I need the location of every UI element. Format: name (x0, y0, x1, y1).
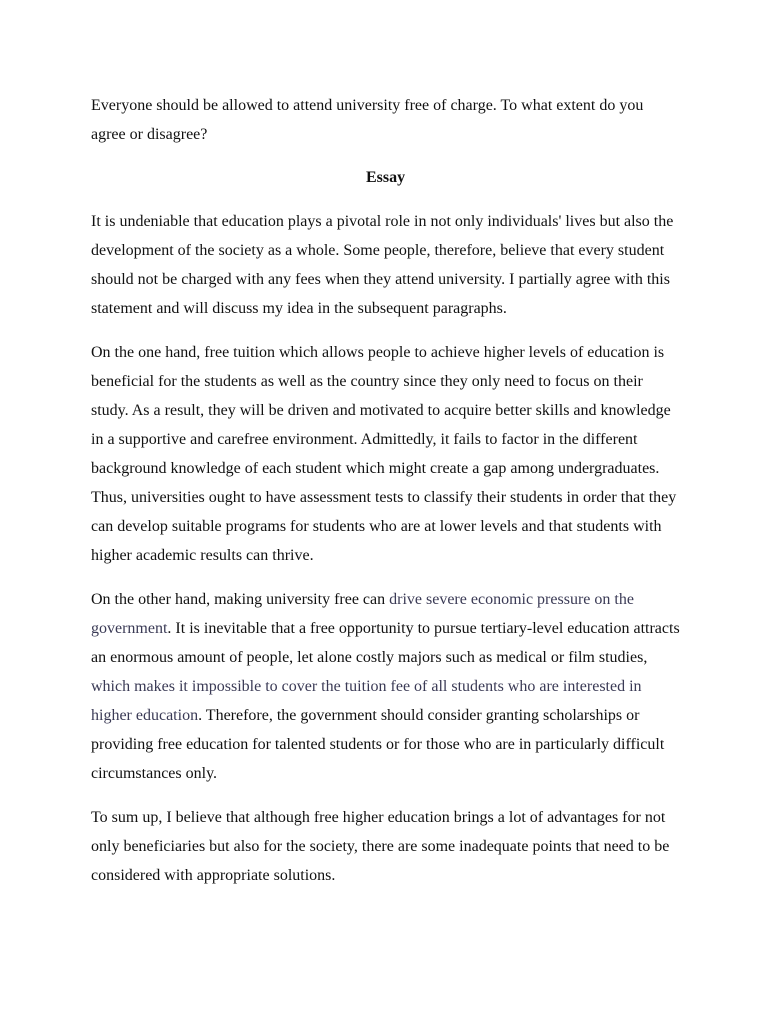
paragraph-body-two-text-3: . Therefore, the government should consider granting scholarships or providing free education for talented students or for those who are in particularly difficult circumstances only. (91, 707, 665, 782)
essay-question: Everyone should be allowed to attend university free of charge. To what extent do you agree or disagree? (91, 97, 644, 143)
paragraph-body-two (91, 585, 680, 788)
paragraph-body-two-text-2: . It is inevitable that a free opportunity to pursue tertiary-level education attracts an enormous amount of people, let alone costly majors such as medical or film studies, (91, 620, 680, 666)
paragraph-body-two-text-1: On the other hand, making university free can (91, 591, 390, 608)
highlighted-phrase-1: drive severe economic pressure on the government (91, 591, 634, 637)
highlighted-phrase-2: which makes it impossible to cover the tuition fee of all students who are interested in higher education (91, 678, 642, 724)
paragraph-introduction: It is undeniable that education plays a pivotal role in not only individuals' lives but also the development of the society as a whole. Some people, therefore, believe that every student should not be charged with any fees when they attend university. I partially agree with this statement and will discuss my idea in the subsequent paragraphs. (91, 213, 674, 317)
essay-heading: Essay (365, 169, 406, 186)
paragraph-body-one: On the one hand, free tuition which allows people to achieve higher levels of education is beneficial for the students as well as the country since they only need to focus on their study. As a result, they will be driven and motivated to acquire better skills and knowledge in a supportive and carefree environment. Admittedly, it fails to factor in the different background knowledge of each student which might create a gap among undergraduates. Thus, universities ought to have assessment tests to classify their students in order that they can develop suitable programs for students who are at lower levels and that students with higher academic results can thrive. (91, 344, 677, 564)
paragraph-conclusion: To sum up, I believe that although free higher education brings a lot of advantages for not only beneficiaries but also for the society, there are some inadequate points that need to be considered with appropriate solutions. (91, 809, 670, 884)
